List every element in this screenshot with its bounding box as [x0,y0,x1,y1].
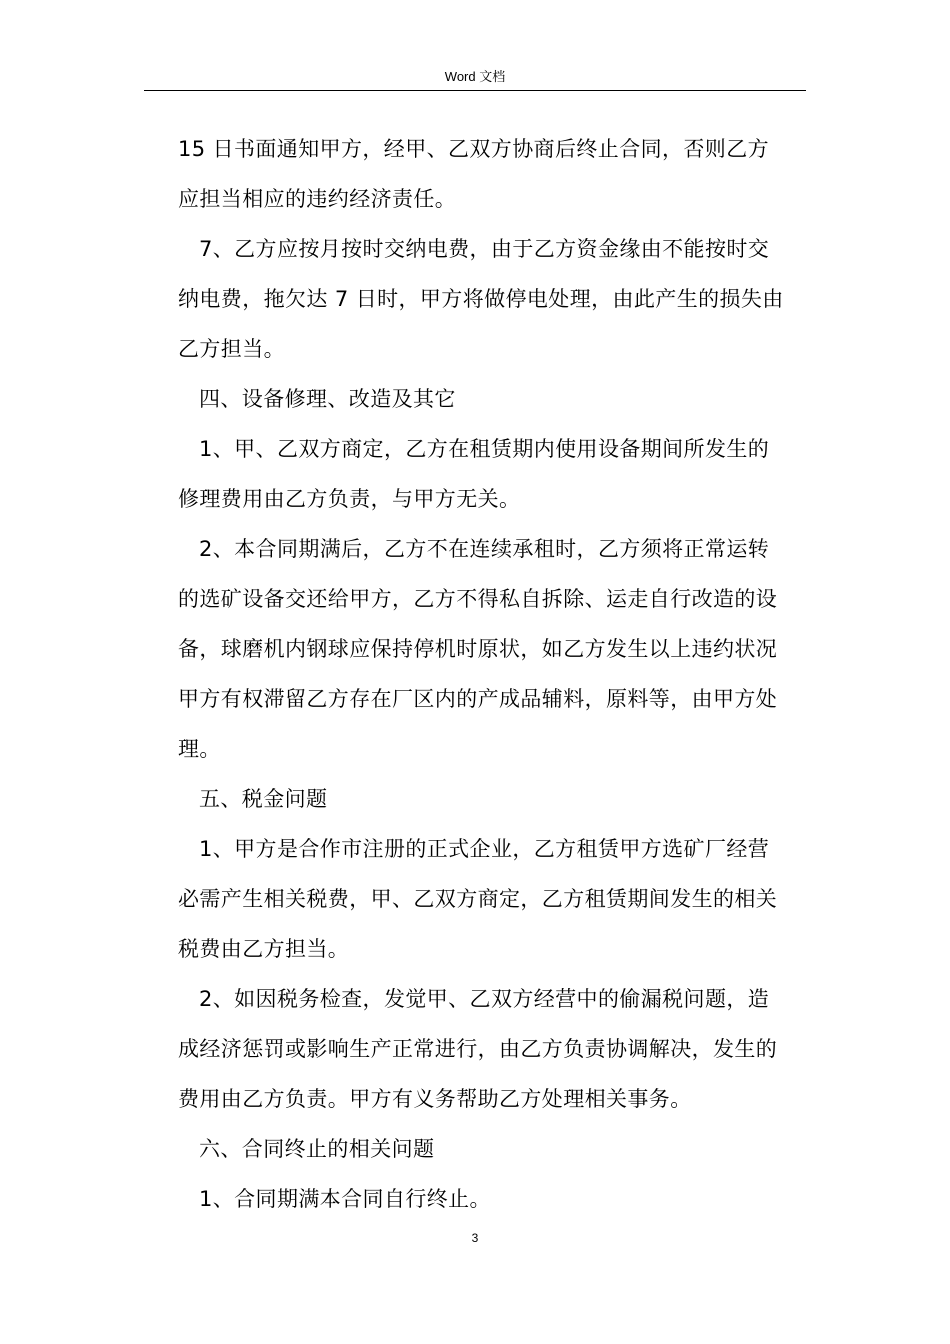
text-line: 2、本合同期满后，乙方不在连续承租时，乙方须将正常运转 [199,537,770,561]
section-heading: 六、合同终止的相关问题 [199,1137,435,1161]
text-line: 甲方有权滞留乙方存在厂区内的产成品辅料，原料等，由甲方处 [178,687,778,711]
text-line: 纳电费，拖欠达 7 日时，甲方将做停电处理，由此产生的损失由 [178,287,784,311]
text-line: 理。 [178,737,221,761]
text-line: 修理费用由乙方负责，与甲方无关。 [178,487,521,511]
text-line: 乙方担当。 [178,337,285,361]
text-line: 15 日书面通知甲方，经甲、乙双方协商后终止合同，否则乙方 [178,137,769,161]
text-line: 税费由乙方担当。 [178,937,350,961]
text-line: 应担当相应的违约经济责任。 [178,187,457,211]
section-heading: 四、设备修理、改造及其它 [199,387,456,411]
page-header [144,66,806,91]
text-line: 必需产生相关税费，甲、乙双方商定，乙方租赁期间发生的相关 [178,887,778,911]
document-body [178,124,808,1224]
text-line: 的选矿设备交还给甲方，乙方不得私自拆除、运走自行改造的设 [178,587,778,611]
text-line: 1、甲方是合作市注册的正式企业，乙方租赁甲方选矿厂经营 [199,837,770,861]
text-line: 成经济惩罚或影响生产正常进行，由乙方负责协调解决，发生的 [178,1037,778,1061]
text-line: 1、合同期满本合同自行终止。 [199,1187,491,1211]
text-line: 费用由乙方负责。甲方有义务帮助乙方处理相关事务。 [178,1087,692,1111]
text-line: 2、如因税务检查，发觉甲、乙双方经营中的偷漏税问题，造 [199,987,770,1011]
page-number: 3 [471,1231,479,1245]
text-line: 备，球磨机内钢球应保持停机时原状，如乙方发生以上违约状况 [178,637,778,661]
text-line: 1、甲、乙双方商定，乙方在租赁期内使用设备期间所发生的 [199,437,770,461]
section-heading: 五、税金问题 [199,787,328,811]
text-line: 7、乙方应按月按时交纳电费，由于乙方资金缘由不能按时交 [199,237,770,261]
header-title: Word 文档 [444,69,506,84]
